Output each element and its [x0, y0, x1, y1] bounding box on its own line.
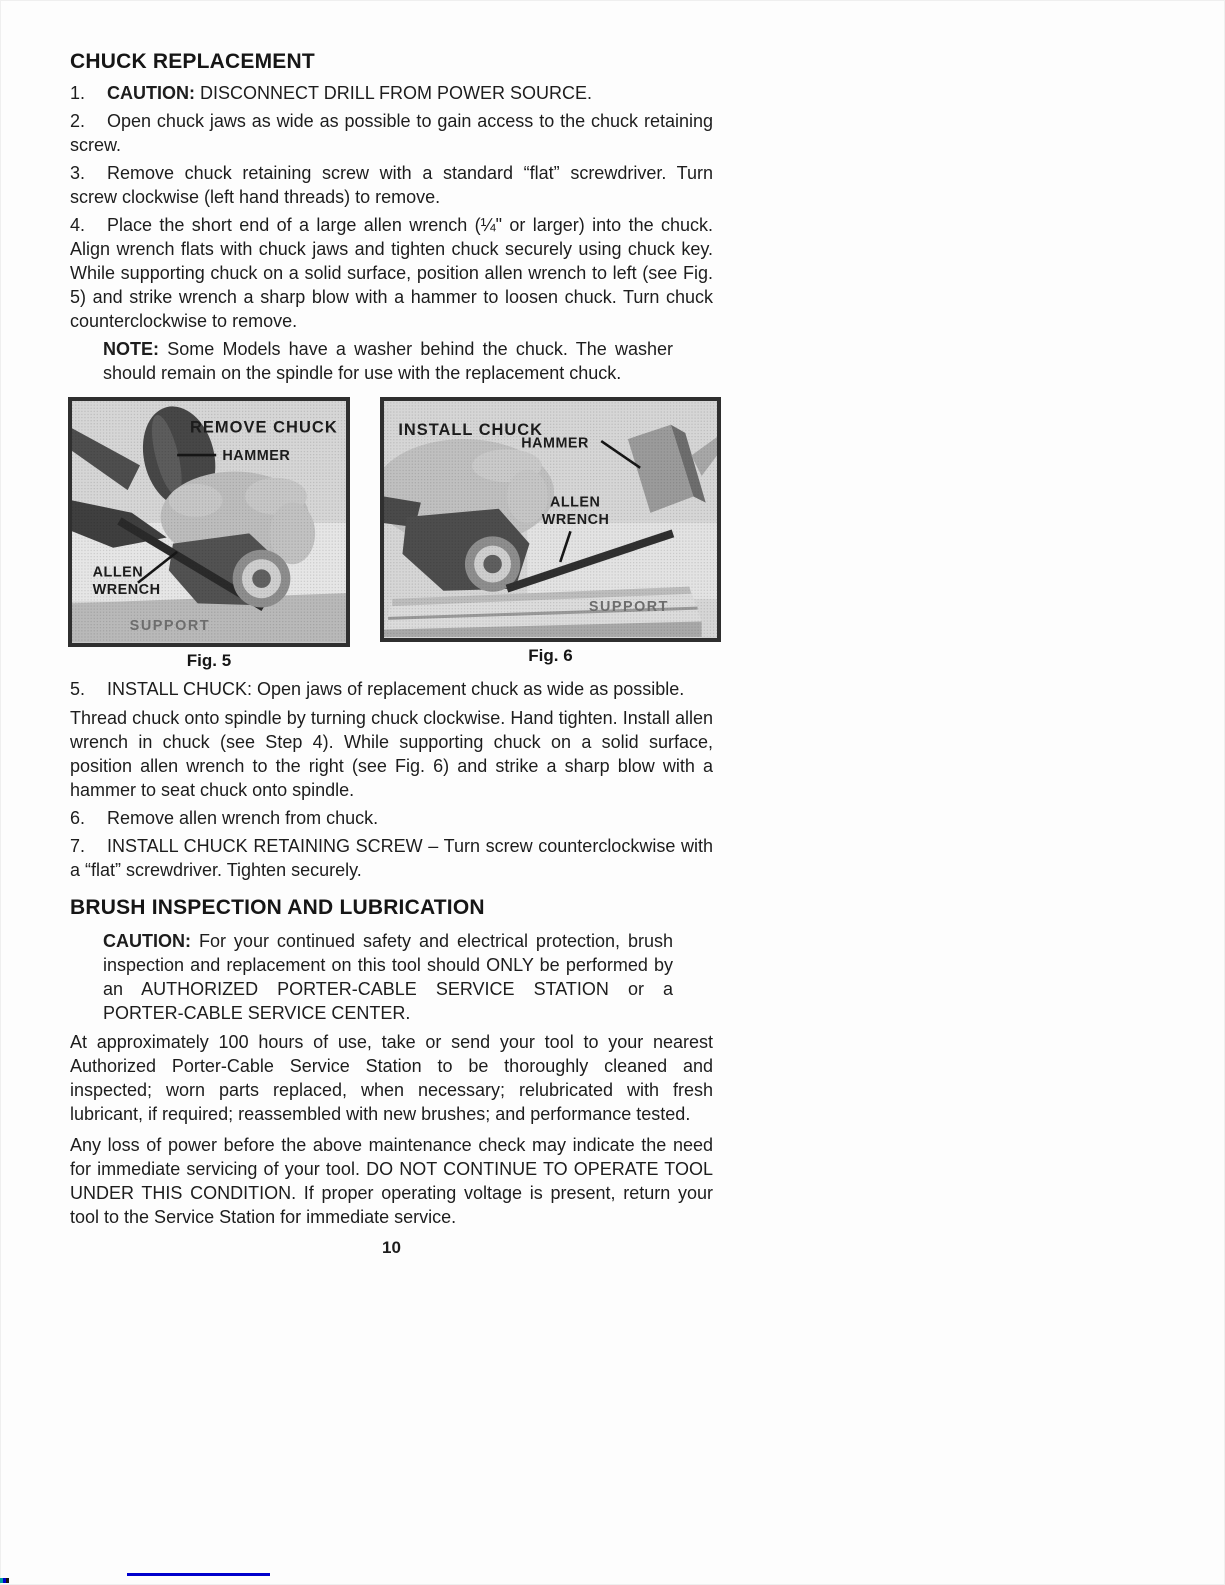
step-1-number: 1. — [70, 83, 86, 103]
step-1 — [70, 81, 713, 105]
note-text: Some Models have a washer behind the chuck. The washer should remain on the spindle for use with the replacement chuck. — [103, 339, 673, 383]
figure-5-photo — [68, 397, 350, 647]
step-7 — [70, 834, 713, 882]
step-6-text: Remove allen wrench from chuck. — [107, 808, 379, 828]
brush-caution-paragraph — [70, 929, 713, 1025]
allen-label-line1: ALLEN — [92, 564, 144, 581]
support-label: SUPPORT — [588, 599, 669, 616]
scan-artifact — [0, 1578, 10, 1583]
page-number: 10 — [382, 1238, 401, 1257]
step-3-number: 3. — [70, 163, 86, 183]
section-title-chuck-replacement: CHUCK REPLACEMENT — [70, 50, 315, 73]
halftone-overlay — [72, 401, 346, 642]
note-paragraph — [70, 337, 713, 385]
figure-5-title: REMOVE CHUCK — [189, 418, 338, 437]
footer-link-line[interactable] — [127, 1573, 270, 1576]
step-4-text: Place the short end of a large allen wrench (¼" or larger) into the chuck. Align wrench flats with chuck jaws and tighten chuck securely using chuck key. While supporting chuck on a solid surface, position allen wrench to left (see Fig. 5) and strike wrench a sharp blow with a hammer to loosen chuck. Turn chuck counterclockwise to remove. — [70, 215, 713, 331]
figure-6-photo — [380, 397, 721, 642]
step-7-text: INSTALL CHUCK RETAINING SCREW – Turn screw counterclockwise with a “flat” screwdriver. Tighten securely. — [70, 836, 713, 880]
section-title-brush-inspection: BRUSH INSPECTION AND LUBRICATION — [70, 896, 485, 919]
step-5 — [70, 677, 713, 701]
support-label: SUPPORT — [129, 618, 211, 635]
figures-row — [68, 397, 713, 671]
figure-5 — [68, 397, 350, 671]
step-6-number: 6. — [70, 808, 86, 828]
step-2-text: Open chuck jaws as wide as possible to gain access to the chuck retaining screw. — [70, 111, 713, 155]
step-5-number: 5. — [70, 679, 86, 699]
brush-caution-label: CAUTION: — [103, 931, 191, 951]
figure-6-caption: Fig. 6 — [528, 646, 573, 665]
step-7-number: 7. — [70, 836, 86, 856]
hammer-label: HAMMER — [222, 448, 291, 465]
figure-6 — [380, 397, 721, 671]
figure-5-caption: Fig. 5 — [186, 651, 232, 670]
step-1-caution-label: CAUTION: — [107, 83, 195, 103]
allen-label-line1: ALLEN — [549, 494, 601, 511]
hammer-label: HAMMER — [521, 435, 589, 452]
figure-6-title: INSTALL CHUCK — [398, 420, 543, 439]
step-3-text: Remove chuck retaining screw with a standard “flat” screwdriver. Turn screw clockwise (left hand threads) to remove. — [70, 163, 713, 207]
step-2-number: 2. — [70, 111, 86, 131]
step-3 — [70, 161, 713, 209]
brush-paragraph-2: Any loss of power before the above maintenance check may indicate the need for immediate servicing of your tool. DO NOT CONTINUE TO OPERATE TOOL UNDER THIS CONDITION. If proper operating voltage is present, return your tool to the Service Station for immediate service. — [70, 1135, 713, 1227]
step-2 — [70, 109, 713, 157]
step-5-first-line: INSTALL CHUCK: Open jaws of replacement chuck as wide as possible. — [107, 679, 685, 699]
note-label: NOTE: — [103, 339, 159, 359]
allen-label-line2: WRENCH — [541, 512, 610, 529]
brush-caution-text: For your continued safety and electrical protection, brush inspection and replacement on this tool should ONLY be performed by an AUTHORIZED PORTER-CABLE SERVICE STATION or a PORTER-CABLE SERVICE CENTER. — [103, 931, 673, 1023]
allen-label-line2: WRENCH — [92, 582, 161, 599]
brush-paragraph-1: At approximately 100 hours of use, take or send your tool to your nearest Authorized Porter-Cable Service Station to be thoroughly cleaned and inspected; worn parts replaced, when necessary; relubricated with fresh lubricant, if required; reassembled with new brushes; and performance tested. — [70, 1032, 713, 1124]
step-1-text: DISCONNECT DRILL FROM POWER SOURCE. — [200, 83, 593, 103]
step-6 — [70, 806, 713, 830]
step-4-number: 4. — [70, 215, 86, 235]
step-5-continuation: Thread chuck onto spindle by turning chuck clockwise. Hand tighten. Install allen wrench in chuck (see Step 4). While supporting chuck on a solid surface, position allen wrench to the right (see Fig. 6) and strike a sharp blow with a hammer to seat chuck onto spindle. — [70, 708, 713, 800]
content-column — [70, 50, 713, 1258]
step-4 — [70, 213, 713, 333]
